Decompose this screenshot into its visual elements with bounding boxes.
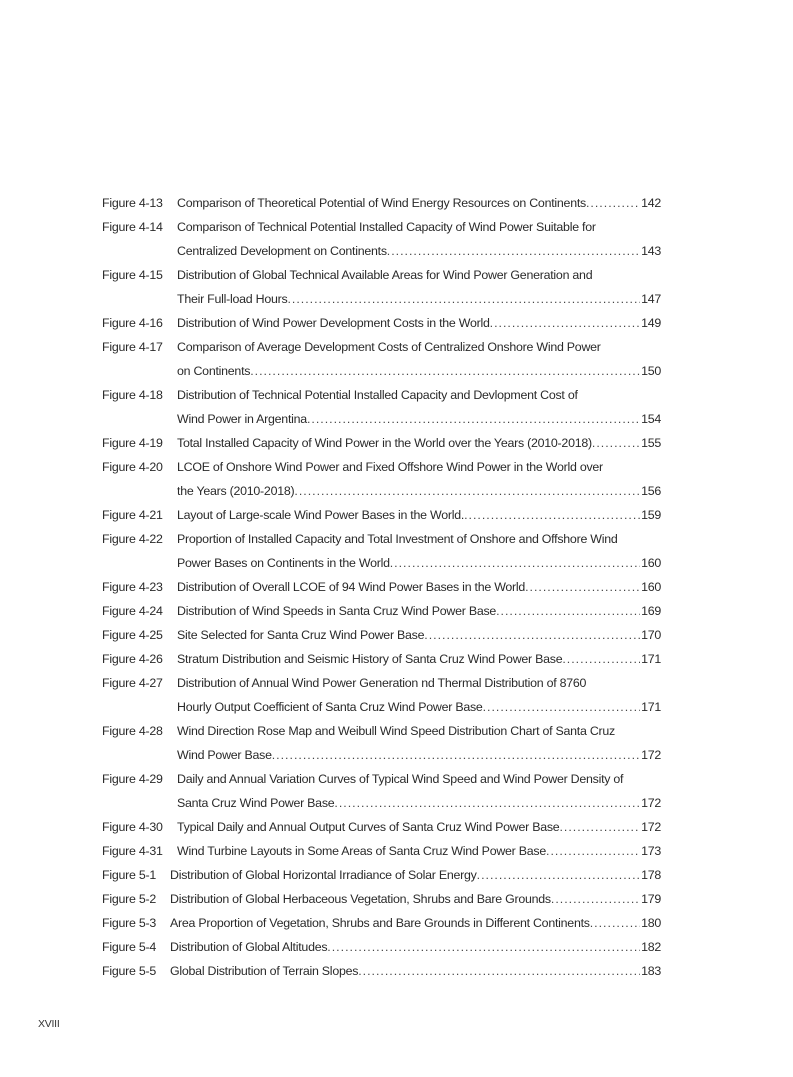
page-number: 170 [641, 628, 661, 642]
toc-line [102, 263, 661, 287]
toc-entry[interactable] [102, 815, 661, 839]
toc-entry[interactable] [102, 431, 661, 455]
page-number: 179 [641, 892, 661, 906]
page-number: 180 [641, 916, 661, 930]
page-number: 178 [641, 868, 661, 882]
toc-line [102, 311, 661, 335]
figure-label: Figure 4-16 [102, 316, 163, 330]
toc-entry[interactable] [102, 215, 661, 263]
toc-line [102, 335, 661, 359]
figure-label: Figure 4-22 [102, 532, 163, 546]
figure-title: Distribution of Technical Potential Installed Capacity and Devlopment Cost of [177, 388, 578, 402]
dot-leader [424, 623, 640, 647]
toc-entry[interactable] [102, 887, 661, 911]
figure-title: Wind Turbine Layouts in Some Areas of Santa Cruz Wind Power Base [177, 844, 546, 858]
page-number: 173 [641, 844, 661, 858]
toc-line [102, 407, 661, 431]
figure-label: Figure 4-25 [102, 628, 163, 642]
toc-entry[interactable] [102, 935, 661, 959]
figure-title: Distribution of Annual Wind Power Generation nd Thermal Distribution of 8760 [177, 676, 587, 690]
toc-line [102, 599, 661, 623]
toc-line-text [177, 215, 661, 239]
dot-leader [358, 959, 640, 983]
toc-line [102, 479, 661, 503]
toc-line [102, 191, 661, 215]
page-number: 172 [641, 796, 661, 810]
page-number: 183 [641, 964, 661, 978]
figure-title: Centralized Development on Continents [177, 244, 387, 258]
figure-label: Figure 4-26 [102, 652, 163, 666]
figure-title: Distribution of Global Technical Available Areas for Wind Power Generation and [177, 268, 593, 282]
dot-leader [592, 431, 640, 455]
page-number-folio: XVIII [38, 1018, 60, 1030]
page-number: 160 [641, 556, 661, 570]
figure-label: Figure 4-18 [102, 388, 163, 402]
toc-entry[interactable] [102, 647, 661, 671]
page-number: 142 [641, 196, 661, 210]
toc-entry[interactable] [102, 719, 661, 767]
toc-line [102, 383, 661, 407]
page-number: 182 [641, 940, 661, 954]
toc-entry[interactable] [102, 527, 661, 575]
figure-label: Figure 4-15 [102, 268, 163, 282]
toc-line-text [177, 191, 661, 215]
dot-leader [327, 935, 640, 959]
toc-entry[interactable] [102, 911, 661, 935]
figure-title: Comparison of Technical Potential Installed Capacity of Wind Power Suitable for [177, 220, 596, 234]
figure-label: Figure 5-5 [102, 964, 156, 978]
page-number: 156 [641, 484, 661, 498]
dot-leader [586, 191, 640, 215]
figure-title: Total Installed Capacity of Wind Power in the World over the Years (2010-2018) [177, 436, 592, 450]
toc-line-text [177, 839, 661, 863]
dot-leader [525, 575, 640, 599]
figure-label: Figure 4-13 [102, 196, 163, 210]
figure-title: Comparison of Average Development Costs of Centralized Onshore Wind Power [177, 340, 601, 354]
toc-line-text [177, 743, 661, 767]
toc-line [102, 287, 661, 311]
list-of-figures [102, 191, 661, 983]
toc-line-text [170, 863, 661, 887]
figure-title: Daily and Annual Variation Curves of Typical Wind Speed and Wind Power Density of [177, 772, 624, 786]
toc-line [102, 527, 661, 551]
toc-entry[interactable] [102, 671, 661, 719]
dot-leader [464, 503, 640, 527]
toc-entry[interactable] [102, 383, 661, 431]
dot-leader [483, 695, 640, 719]
toc-line [102, 431, 661, 455]
toc-line [102, 575, 661, 599]
dot-leader [250, 359, 640, 383]
toc-entry[interactable] [102, 599, 661, 623]
toc-entry[interactable] [102, 767, 661, 815]
figure-label: Figure 4-20 [102, 460, 163, 474]
toc-line [102, 815, 661, 839]
toc-entry[interactable] [102, 335, 661, 383]
toc-line-text [177, 239, 661, 263]
toc-line-text [170, 887, 661, 911]
dot-leader [477, 863, 640, 887]
page-number: 143 [641, 244, 661, 258]
figure-label: Figure 5-2 [102, 892, 156, 906]
toc-line [102, 791, 661, 815]
toc-line [102, 911, 661, 935]
toc-line [102, 743, 661, 767]
toc-entry[interactable] [102, 575, 661, 599]
dot-leader [490, 311, 640, 335]
dot-leader [390, 551, 640, 575]
figure-label: Figure 4-29 [102, 772, 163, 786]
figure-label: Figure 4-31 [102, 844, 163, 858]
figure-label: Figure 4-24 [102, 604, 163, 618]
toc-line [102, 767, 661, 791]
page-number: 159 [641, 508, 661, 522]
figure-title: Stratum Distribution and Seismic History of Santa Cruz Wind Power Base [177, 652, 563, 666]
toc-line-text [177, 719, 661, 743]
page-number: 169 [641, 604, 661, 618]
figure-title: Site Selected for Santa Cruz Wind Power Base [177, 628, 425, 642]
figure-title: Their Full-load Hours [177, 292, 288, 306]
figure-label: Figure 4-14 [102, 220, 163, 234]
toc-line [102, 959, 661, 983]
page-number: 160 [641, 580, 661, 594]
toc-line-text [170, 935, 661, 959]
figure-title: the Years (2010-2018) [177, 484, 295, 498]
page-number: 171 [641, 652, 661, 666]
figure-label: Figure 5-1 [102, 868, 156, 882]
figure-title: Distribution of Global Altitudes [170, 940, 328, 954]
dot-leader [272, 743, 640, 767]
figure-title: Distribution of Global Horizontal Irradiance of Solar Energy [170, 868, 477, 882]
figure-label: Figure 4-30 [102, 820, 163, 834]
dot-leader [559, 815, 640, 839]
dot-leader [387, 239, 640, 263]
figure-label: Figure 4-27 [102, 676, 163, 690]
toc-line [102, 239, 661, 263]
toc-line-text [177, 407, 661, 431]
figure-title: Distribution of Overall LCOE of 94 Wind Power Bases in the World [177, 580, 526, 594]
toc-line-text [177, 263, 661, 287]
page-number: 147 [641, 292, 661, 306]
toc-line-text [177, 791, 661, 815]
figure-label: Figure 4-17 [102, 340, 163, 354]
toc-line [102, 863, 661, 887]
toc-entry[interactable] [102, 839, 661, 863]
page-number: 150 [641, 364, 661, 378]
toc-line [102, 623, 661, 647]
dot-leader [307, 407, 640, 431]
figure-title: Wind Direction Rose Map and Weibull Wind Speed Distribution Chart of Santa Cruz [177, 724, 615, 738]
toc-line-text [177, 551, 661, 575]
toc-line-text [177, 575, 661, 599]
figure-title: LCOE of Onshore Wind Power and Fixed Offshore Wind Power in the World over [177, 460, 603, 474]
figure-title: Power Bases on Continents in the World [177, 556, 390, 570]
toc-line-text [177, 503, 661, 527]
toc-line-text [177, 359, 661, 383]
toc-entry[interactable] [102, 311, 661, 335]
toc-line [102, 839, 661, 863]
figure-label: Figure 5-4 [102, 940, 156, 954]
figure-label: Figure 4-19 [102, 436, 163, 450]
page-number: 171 [641, 700, 661, 714]
dot-leader [334, 791, 640, 815]
figure-title: Proportion of Installed Capacity and Total Investment of Onshore and Offshore Wind [177, 532, 618, 546]
toc-line-text [177, 311, 661, 335]
toc-line-text [177, 335, 661, 359]
toc-line-text [177, 815, 661, 839]
toc-entry[interactable] [102, 959, 661, 983]
figure-title: Wind Power Base [177, 748, 272, 762]
toc-line-text [177, 383, 661, 407]
page-number: 155 [641, 436, 661, 450]
toc-entry[interactable] [102, 263, 661, 311]
figure-title: Area Proportion of Vegetation, Shrubs and Bare Grounds in Different Continents [170, 916, 590, 930]
dot-leader [287, 287, 640, 311]
toc-line-text [177, 527, 661, 551]
toc-line [102, 935, 661, 959]
toc-line-text [177, 431, 661, 455]
dot-leader [294, 479, 640, 503]
toc-entry[interactable] [102, 455, 661, 503]
toc-line-text [177, 623, 661, 647]
toc-entry[interactable] [102, 863, 661, 887]
figure-label: Figure 4-28 [102, 724, 163, 738]
figure-title: Hourly Output Coefficient of Santa Cruz Wind Power Base [177, 700, 483, 714]
toc-line-text [177, 455, 661, 479]
figure-title: Comparison of Theoretical Potential of Wind Energy Resources on Continents [177, 196, 586, 210]
toc-line [102, 215, 661, 239]
figure-title: Typical Daily and Annual Output Curves of Santa Cruz Wind Power Base [177, 820, 560, 834]
toc-line-text [177, 767, 661, 791]
toc-line [102, 671, 661, 695]
figure-label: Figure 4-21 [102, 508, 163, 522]
toc-entry[interactable] [102, 503, 661, 527]
toc-line [102, 887, 661, 911]
toc-line-text [177, 647, 661, 671]
toc-line-text [170, 959, 661, 983]
figure-title: Distribution of Global Herbaceous Vegetation, Shrubs and Bare Grounds [170, 892, 551, 906]
figure-label: Figure 4-23 [102, 580, 163, 594]
figure-title: Distribution of Wind Speeds in Santa Cruz Wind Power Base [177, 604, 497, 618]
toc-line [102, 359, 661, 383]
figure-title: Global Distribution of Terrain Slopes [170, 964, 359, 978]
page-number: 154 [641, 412, 661, 426]
dot-leader [546, 839, 640, 863]
toc-line-text [170, 911, 661, 935]
figure-label: Figure 5-3 [102, 916, 156, 930]
toc-line-text [177, 599, 661, 623]
page-number: 172 [641, 748, 661, 762]
page-number: 149 [641, 316, 661, 330]
toc-line-text [177, 671, 661, 695]
toc-line [102, 503, 661, 527]
page-number: 172 [641, 820, 661, 834]
dot-leader [562, 647, 640, 671]
figure-title: Wind Power in Argentina [177, 412, 307, 426]
toc-line [102, 719, 661, 743]
toc-line [102, 647, 661, 671]
toc-line [102, 455, 661, 479]
dot-leader [590, 911, 640, 935]
toc-entry[interactable] [102, 623, 661, 647]
figure-title: Distribution of Wind Power Development Costs in the World [177, 316, 490, 330]
figure-title: Santa Cruz Wind Power Base [177, 796, 335, 810]
toc-line-text [177, 695, 661, 719]
dot-leader [551, 887, 640, 911]
figure-title: Layout of Large-scale Wind Power Bases in the World. [177, 508, 465, 522]
toc-entry[interactable] [102, 191, 661, 215]
toc-line [102, 695, 661, 719]
figure-title: on Continents [177, 364, 251, 378]
toc-line [102, 551, 661, 575]
toc-line-text [177, 287, 661, 311]
dot-leader [496, 599, 640, 623]
toc-line-text [177, 479, 661, 503]
